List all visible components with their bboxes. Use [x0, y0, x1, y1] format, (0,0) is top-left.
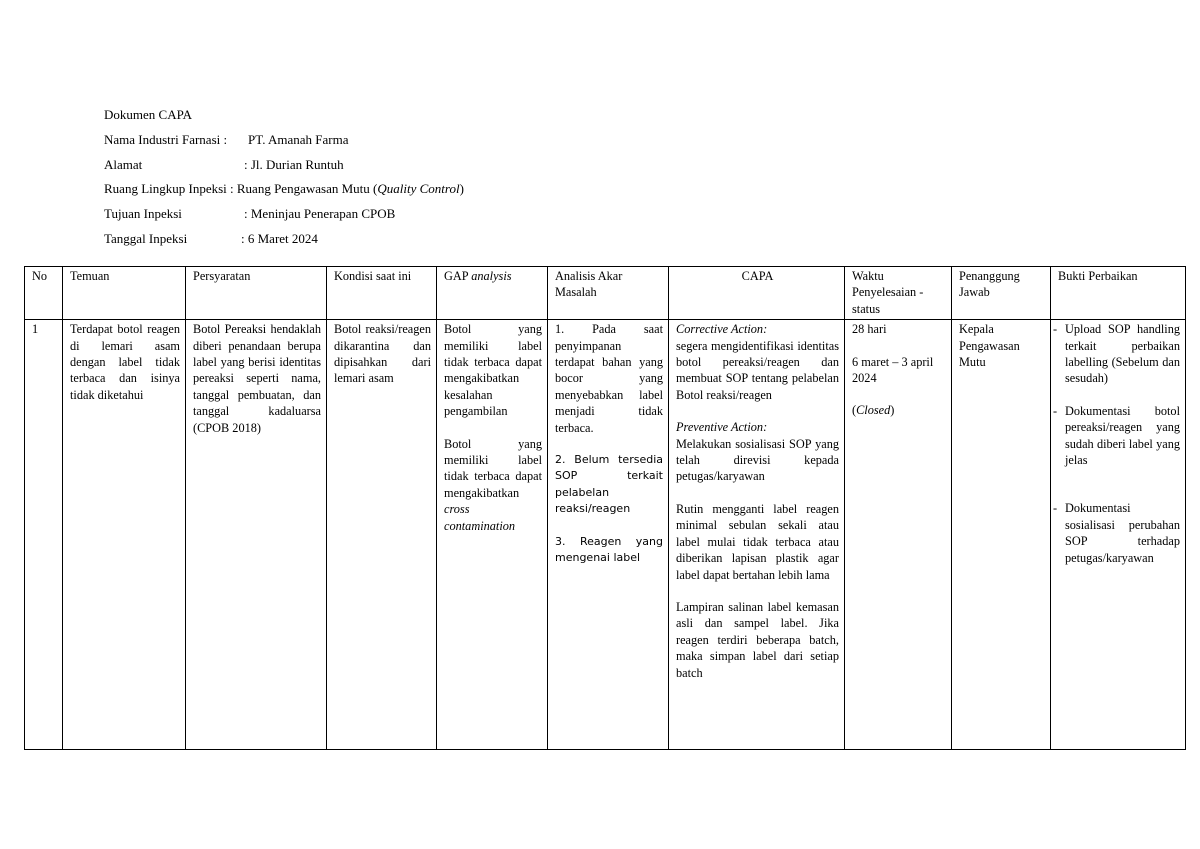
preventive-text: Melakukan sosialisasi SOP yang telah direvisi kepada petugas/karyawan — [676, 436, 839, 484]
col-header-kondisi: Kondisi saat ini — [327, 267, 437, 320]
col-header-temuan: Temuan — [63, 267, 186, 320]
gap-point-1: Botol yang memiliki label tidak terbaca dapat mengakibatkan kesalahan pengambilan — [444, 322, 542, 419]
scope-value: Ruang Pengawasan Mutu ( — [236, 181, 378, 197]
gap-point-2-italic: cross contamination — [444, 502, 516, 533]
document-header — [104, 103, 464, 252]
date-label: Tanggal Inpeksi — [104, 230, 188, 246]
list-dash: - — [1053, 501, 1058, 516]
list-item — [1053, 500, 1180, 566]
list-item — [1053, 321, 1180, 387]
table-header-row — [25, 267, 1186, 320]
bukti-item-text: Dokumentasi botol pereaksi/reagen yang sudah diberi label yang jelas — [1065, 403, 1180, 468]
purpose-value: : Meninjau Penerapan CPOB — [244, 206, 396, 222]
address-label: Alamat — [104, 156, 143, 172]
waktu-range: 6 maret – 3 april 2024 — [852, 354, 934, 386]
date-line — [104, 227, 464, 252]
cell-kondisi: Botol reaksi/reagen dikarantina dan dipisahkan dari lemari asam — [327, 320, 437, 750]
address-value: : Jl. Durian Runtuh — [244, 156, 344, 172]
cell-no: 1 — [25, 320, 63, 750]
list-dash: - — [1053, 322, 1058, 337]
cell-persyaratan: Botol Pereaksi hendaklah diberi penandaan berupa label yang berisi identitas pereaksi seperti nama, tanggal pembuatan, dan tanggal kadaluarsa (CPOB 2018) — [186, 320, 327, 750]
status-badge: Closed — [856, 403, 891, 418]
cell-bukti — [1051, 320, 1186, 750]
purpose-label: Tujuan Inpeksi — [104, 206, 182, 222]
bukti-item-text: Dokumentasi sosialisasi perubahan SOP terhadap petugas/karyawan — [1065, 501, 1180, 565]
status-open-paren: ( — [852, 403, 857, 418]
gap-header-italic: analysis — [471, 269, 512, 283]
date-value: : 6 Maret 2024 — [241, 230, 318, 246]
industry-name-line — [104, 128, 464, 153]
attachment-text: Lampiran salinan label kemasan asli dan sampel label. Jika reagen terdiri beberapa batch, maka simpan label dari setiap batch — [676, 599, 839, 680]
scope-value-italic: Quality Control — [377, 181, 460, 197]
purpose-line — [104, 202, 464, 227]
bukti-item-text: Upload SOP handling terkait perbaikan labelling (Sebelum dan sesudah) — [1065, 322, 1180, 386]
table-row — [25, 320, 1186, 750]
status-close-paren: ) — [890, 403, 895, 418]
corrective-heading-text: Corrective Action: — [676, 322, 768, 337]
scope-label: Ruang Lingkup Inpeksi : — [104, 181, 234, 197]
analisis-point-1: 1. Pada saat penyimpanan terdapat bahan yang bocor yang menyebabkan label menjadi tidak terbaca. — [555, 322, 663, 435]
industry-name-label: Nama Industri Farnasi : — [104, 131, 228, 147]
preventive-heading — [676, 419, 839, 435]
gap-header-prefix: GAP — [444, 269, 472, 283]
cell-gap — [437, 320, 548, 750]
waktu-duration: 28 hari — [852, 322, 887, 337]
gap-point-2-text: Botol yang memiliki label tidak terbaca dapat mengakibatkan — [444, 436, 542, 500]
document-title: Dokumen CAPA — [104, 107, 193, 122]
col-header-waktu: Waktu Penyelesaian - status — [845, 267, 952, 320]
address-line — [104, 153, 464, 178]
capa-table — [24, 266, 1186, 750]
preventive-heading-text: Preventive Action: — [676, 420, 768, 435]
scope-value-end: ) — [459, 181, 464, 197]
list-item — [1053, 403, 1180, 469]
cell-analisis — [548, 320, 669, 750]
analisis-point-2: 2. Belum tersedia SOP terkait pelabelan reaksi/reagen — [555, 453, 663, 516]
analisis-point-3: 3. Reagen yang mengenai label — [555, 534, 663, 565]
waktu-status — [852, 402, 946, 418]
col-header-penanggung: Penanggung Jawab — [952, 267, 1051, 320]
corrective-heading — [676, 321, 839, 337]
col-header-analisis: Analisis Akar Masalah — [548, 267, 669, 320]
bukti-list — [1053, 321, 1180, 566]
cell-temuan: Terdapat botol reagen di lemari asam dengan label tidak terbaca dan isinya tidak diketahui — [63, 320, 186, 750]
industry-name-value: PT. Amanah Farma — [248, 131, 349, 147]
list-dash: - — [1053, 403, 1058, 418]
col-header-capa: CAPA — [669, 267, 845, 320]
cell-waktu — [845, 320, 952, 750]
col-header-gap — [437, 267, 548, 320]
gap-point-2 — [444, 436, 542, 534]
col-header-persyaratan: Persyaratan — [186, 267, 327, 320]
corrective-text: segera mengidentifikasi identitas botol pereaksi/reagen dan membuat SOP tentang pelabelan Botol reaksi/reagen — [676, 338, 839, 402]
cell-capa — [669, 320, 845, 750]
cell-penanggung: Kepala Pengawasan Mutu — [952, 320, 1051, 750]
scope-line — [104, 177, 464, 202]
col-header-bukti: Bukti Perbaikan — [1051, 267, 1186, 320]
routine-text: Rutin mengganti label reagen minimal sebulan sekali atau label mulai tidak terbaca atau diberikan lapisan plastik agar label dapat bertahan lebih lama — [676, 501, 839, 582]
col-header-no: No — [25, 267, 63, 320]
